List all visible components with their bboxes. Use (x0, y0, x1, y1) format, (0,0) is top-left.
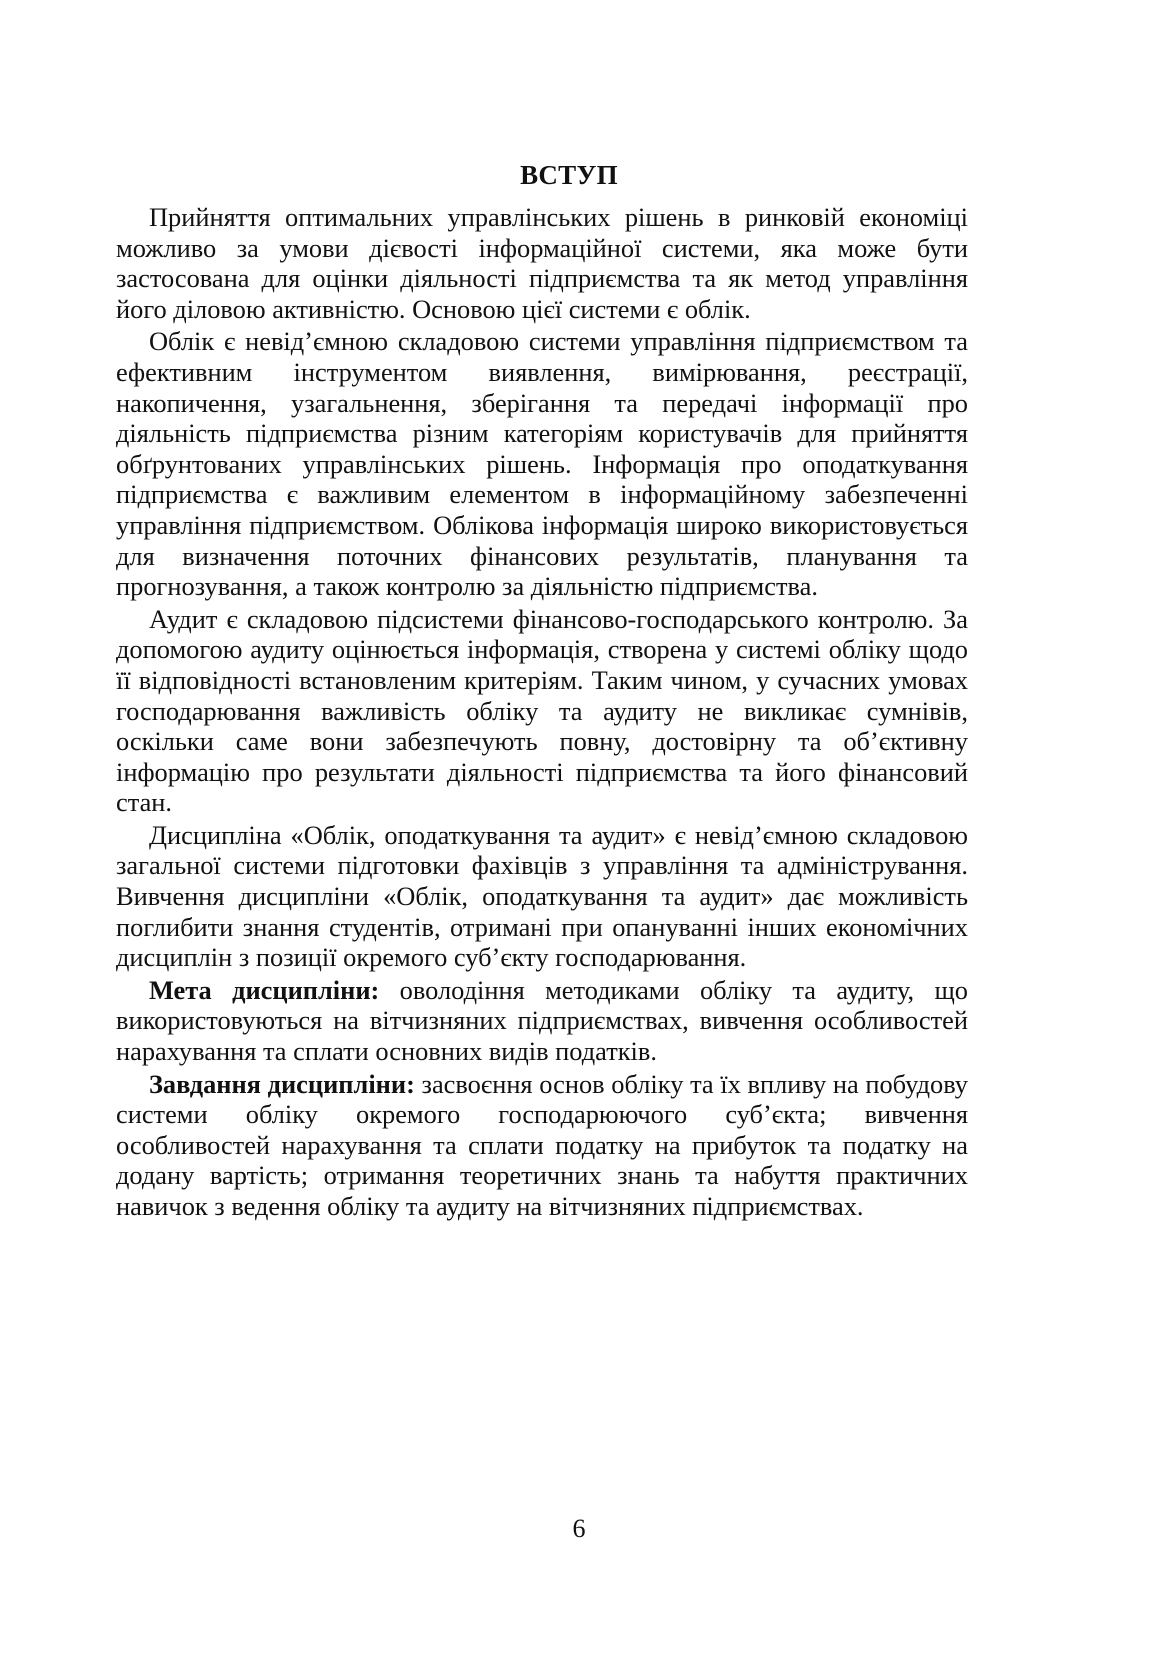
paragraph-text: Прийняття оптимальних управлінських рішень в ринковій економіці можливо за умови дієвості інформаційної системи, яка може бути застосована для оцінки діяльності підприємства та як метод управління його діловою активністю. Основою цієї системи є облік. (116, 202, 968, 324)
page-number: 6 (572, 1514, 586, 1543)
paragraph-text: засвоєння основ обліку та їх впливу на побудову системи обліку окремого господарюючого суб’єкта; вивчення особливостей нарахування та сплати податку на прибуток та податку на додану вартість; отримання теоретичних знань та набуття практичних навичок з ведення обліку та аудиту на вітчизняних підприємствах. (116, 1068, 968, 1221)
tasks-label: Завдання дисципліни: (149, 1068, 415, 1099)
paragraph-goal (116, 975, 968, 1067)
paragraph-text: Облік є невід’ємною складовою системи управління підприємством та ефективним інструментом виявлення, вимірювання, реєстрації, накопичення, узагальнення, зберігання та передачі інформації про діяльність підприємства різним категоріям користувачів для прийняття обґрунтованих управлінських рішень. Інформація про оподаткування підприємства є важливим елементом в інформаційному забезпеченні управління підприємством. Облікова інформація широко використовується для визначення поточних фінансових результатів, планування та прогнозування, а також контролю за діяльністю підприємства. (116, 326, 968, 602)
paragraph-discipline (116, 820, 968, 973)
goal-label: Мета дисципліни: (149, 974, 380, 1005)
paragraph-intro (116, 202, 968, 324)
paragraph-audit (116, 604, 968, 818)
paragraph-tasks (116, 1069, 968, 1222)
document-body (116, 202, 968, 1222)
paragraph-text: Аудит є складовою підсистеми фінансово-господарського контролю. За допомогою аудиту оцінюється інформація, створена у системі обліку щодо її відповідності встановленим критеріям. Таким чином, у сучасних умовах господарювання важливість обліку та аудиту не викликає сумнівів, оскільки саме вони забезпечують повну, достовірну та об’єктивну інформацію про результати діяльності підприємства та його фінансовий стан. (116, 603, 968, 818)
paragraph-text: Дисципліна «Облік, оподаткування та аудит» є невід’ємною складовою загальної системи підготовки фахівців з управління та адміністрування. Вивчення дисципліни «Облік, оподаткування та аудит» дає можливість поглибити знання студентів, отримані при опануванні інших економічних дисциплін з позиції окремого суб’єкту господарювання. (116, 819, 968, 973)
paragraph-text: оволодіння методиками обліку та аудиту, що використовуються на вітчизняних підприємствах, вивчення особливостей нарахування та сплати основних видів податків. (116, 974, 969, 1067)
paragraph-accounting (116, 326, 968, 601)
page-title: ВСТУП (520, 160, 618, 191)
